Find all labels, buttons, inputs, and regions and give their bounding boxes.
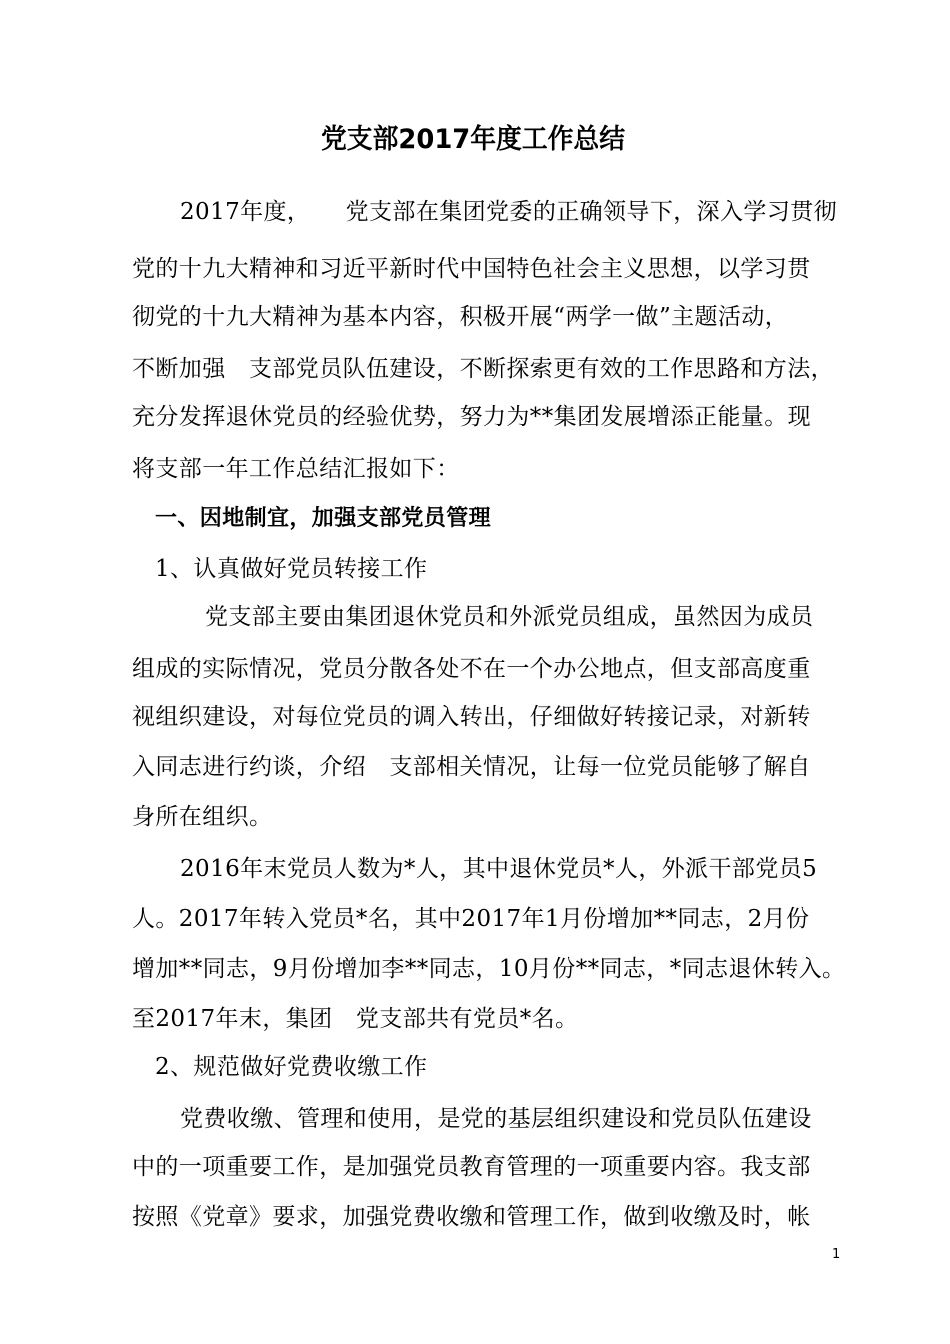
paragraph-line: 身所在组织。 <box>132 804 273 830</box>
paragraph-line: 中的一项重要工作，是加强党员教育管理的一项重要内容。我支部 <box>132 1154 811 1180</box>
document-title: 党支部2017年度工作总结 <box>321 124 626 155</box>
paragraph-line: 彻党的十九大精神为基本内容，积极开展“两学一做”主题活动， <box>132 304 789 330</box>
paragraph-line: 2016年末党员人数为*人，其中退休党员*人，外派干部党员5 <box>180 856 818 882</box>
paragraph-line: 党费收缴、管理和使用，是党的基层组织建设和党员队伍建设 <box>180 1106 812 1132</box>
section-heading: 一、因地制宜，加强支部党员管理 <box>155 506 492 531</box>
paragraph-line: 增加**同志，9月份增加李**同志，10月份**同志，*同志退休转入。 <box>132 956 846 982</box>
paragraph-line: 将支部一年工作总结汇报如下： <box>132 456 460 482</box>
paragraph-line: 党支部主要由集团退休党员和外派党员组成，虽然因为成员 <box>205 604 814 630</box>
paragraph-line: 人。2017年转入党员*名，其中2017年1月份增加**同志，2月份 <box>132 906 810 932</box>
paragraph-line: 不断加强 支部党员队伍建设，不断探索更有效的工作思路和方法， <box>132 356 834 382</box>
paragraph-line: 党的十九大精神和习近平新时代中国特色社会主义思想，以学习贯 <box>132 256 811 282</box>
paragraph-line: 2017年度， 党支部在集团党委的正确领导下，深入学习贯彻 <box>180 199 838 225</box>
paragraph-line: 充分发挥退休党员的经验优势，努力为**集团发展增添正能量。现 <box>132 404 811 430</box>
paragraph-line: 至2017年末，集团 党支部共有党员*名。 <box>132 1006 579 1032</box>
subsection-heading: 2、规范做好党费收缴工作 <box>155 1054 428 1080</box>
paragraph-line: 按照《党章》要求，加强党费收缴和管理工作，做到收缴及时，帐 <box>132 1204 811 1230</box>
paragraph-line: 组成的实际情况，党员分散各处不在一个办公地点，但支部高度重 <box>132 656 811 682</box>
paragraph-line: 入同志进行约谈，介绍 支部相关情况，让每一位党员能够了解自 <box>132 754 811 780</box>
page-number: 1 <box>832 1247 841 1262</box>
paragraph-line: 视组织建设，对每位党员的调入转出，仔细做好转接记录，对新转 <box>132 704 811 730</box>
subsection-heading: 1、认真做好党员转接工作 <box>155 556 428 582</box>
